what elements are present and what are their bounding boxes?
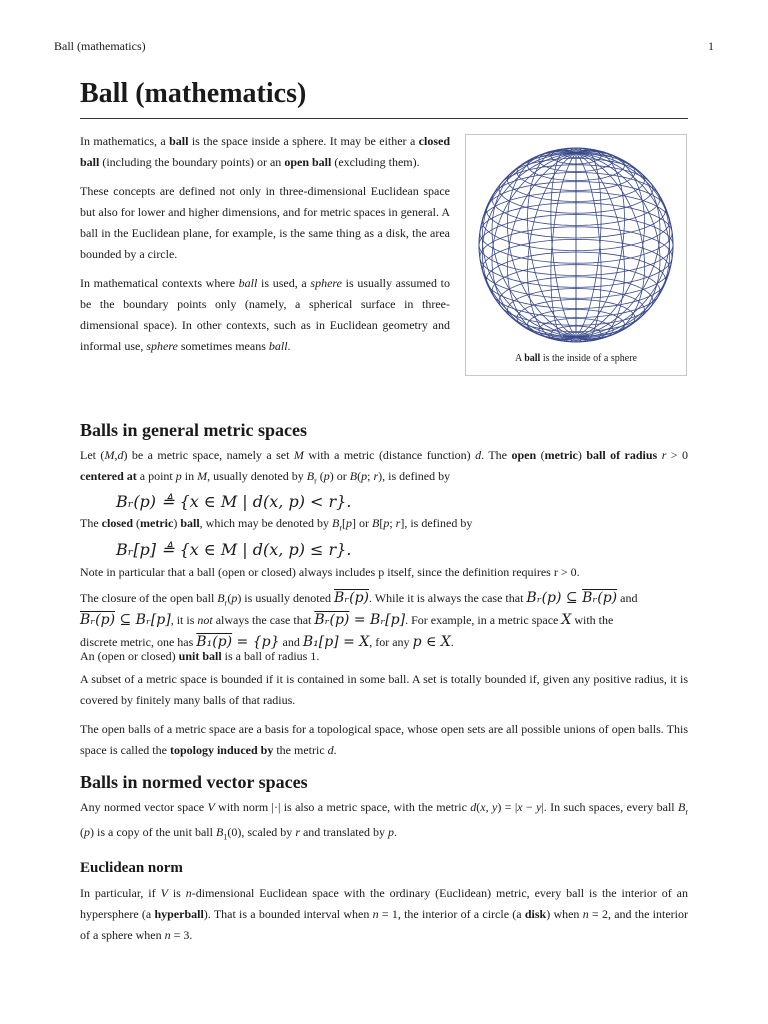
closure-line-3: discrete metric, one has B₁(p) = {p} and B₁[p] = X, for any p ∈ X.	[80, 634, 454, 650]
running-header-title: Ball (mathematics)	[54, 39, 146, 53]
intro-paragraph-2: These concepts are defined not only in three-dimensional Euclidean space but also for lower and higher dimensions, and for metric spaces in general. A ball in the Euclidean plane, for example, is the same thing as a disk, the area bounded by a circle.	[80, 184, 450, 261]
bounded-section	[80, 669, 688, 769]
sphere-meridian-line	[479, 153, 576, 337]
intro-paragraph-1: In mathematics, a ball is the space inside a sphere. It may be either a closed ball (including the boundary points) or an open ball (excluding them).	[80, 134, 450, 169]
running-header	[54, 39, 714, 54]
normed-paragraph: Any normed vector space V with norm |·| is also a metric space, with the metric d(x, y) = |x − y|. In such spaces, every ball $B_r$ (p) is a copy of the unit ball $B_1(0)$, scaled by r and translated by p.	[80, 800, 688, 842]
formula-closed-ball: Bᵣ[p] ≜ {x ∈ M | d(x, p) ≤ r}.	[116, 540, 352, 559]
sphere-meridian-line	[551, 148, 576, 337]
metric-paragraph-1: Let (M,d) be a metric space, namely a set M with a metric (distance function) d. The open (metric) ball of radius r > 0 centered at a point p in M, usually denoted by $B_r$ (p) or B(p; r), is defined by	[80, 448, 689, 486]
section-heading-metric: Balls in general metric spaces	[80, 420, 307, 440]
section-normed-spaces	[80, 772, 688, 954]
section-general-metric	[80, 420, 688, 499]
formula-open-ball: Bᵣ(p) ≜ {x ∈ M | d(x, p) < r}.	[116, 492, 352, 511]
wireframe-sphere-image	[476, 139, 676, 351]
unit-ball-line: An (open or closed) unit ball is a ball of radius 1.	[80, 649, 320, 663]
closure-line-1: The closure of the open ball $B_r(p)$ is usually denoted Bᵣ(p). While it is always the case that Bᵣ(p) ⊆ Bᵣ(p) and	[80, 590, 638, 608]
subsection-heading-euclidean: Euclidean norm	[80, 859, 183, 876]
title-divider	[80, 118, 688, 119]
intro-section	[80, 131, 450, 365]
note-paragraph: Note in particular that a ball (open or closed) always includes p itself, since the definition requires r > 0.	[80, 565, 580, 579]
sphere-meridian-line	[576, 153, 601, 342]
intro-paragraph-3: In mathematical contexts where ball is used, a sphere is usually assumed to be the boundary points only (namely, a spherical surface in three-dimensional space). In other contexts, such as in Euclidean geometry and informal use, sphere sometimes means ball.	[80, 276, 451, 353]
metric-paragraph-2: The closed (metric) ball, which may be denoted by $B_r[p]$ or B[p; r], is defined by	[80, 516, 473, 533]
page-number: 1	[708, 39, 714, 53]
bounded-paragraph: A subset of a metric space is bounded if it is contained in some ball. A set is totally bounded if, given any positive radius, it is covered by finitely many balls of that radius.	[80, 672, 688, 707]
sphere-meridian-line	[576, 153, 673, 337]
term-open-ball: open ball	[284, 155, 332, 169]
sphere-meridian-line	[551, 153, 576, 342]
topology-paragraph: The open balls of a metric space are a basis for a topological space, whose open sets are all possible unions of open balls. This space is called the topology induced by the metric d.	[80, 722, 688, 757]
figure-caption: A ball is the inside of a sphere	[515, 353, 637, 364]
sphere-figure	[465, 134, 687, 376]
sphere-meridian-line	[576, 148, 601, 337]
term-ball: ball	[169, 134, 189, 148]
term-closed-ball: closed ball	[80, 134, 450, 169]
section-heading-normed: Balls in normed vector spaces	[80, 772, 308, 792]
page-title: Ball (mathematics)	[80, 78, 307, 109]
euclidean-paragraph: In particular, if V is n-dimensional Euclidean space with the ordinary (Euclidean) metric, every ball is the interior of an hypersphere (a hyperball). That is a bounded interval when n = 1, the interior of a circle (a disk) when n = 2, and the interior of a sphere when n = 3.	[80, 885, 688, 942]
closure-line-2: Bᵣ(p) ⊆ Bᵣ[p], it is not always the case that Bᵣ(p) = Bᵣ[p]. For example, in a metric space X with the	[80, 612, 614, 628]
